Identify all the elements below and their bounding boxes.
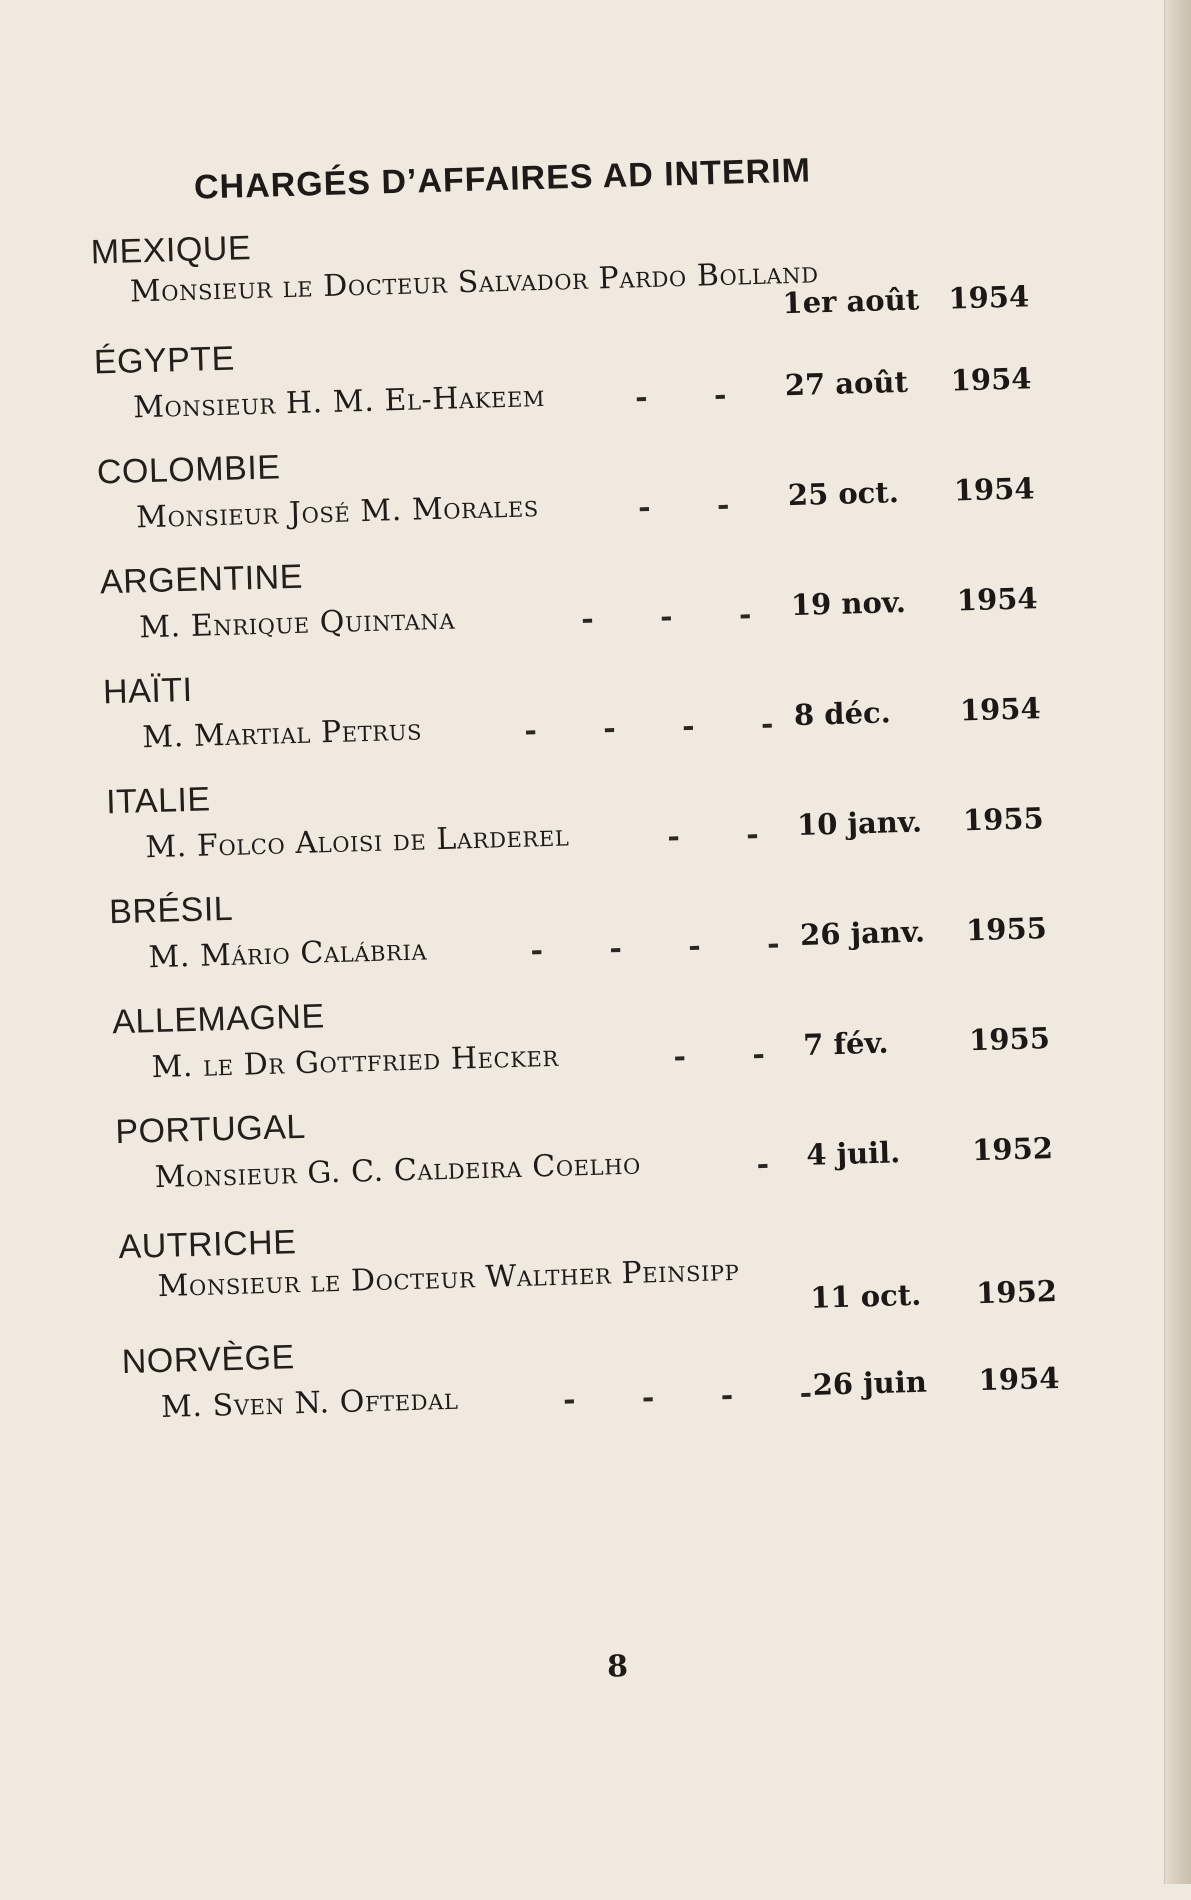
envoy-name: M. Martial Petrus	[141, 712, 423, 756]
leader-dashes: - -	[666, 816, 788, 855]
envoy-name: Monsieur le Docteur Walther Peinsipp	[157, 1252, 740, 1305]
envoy-name: M. Mário Calábria	[148, 932, 428, 976]
appointment-date: 27 août	[784, 364, 909, 403]
leader-dashes: - - - -	[523, 705, 802, 749]
appointment-year: 1954	[947, 279, 1030, 316]
entry-autriche	[118, 1202, 1058, 1338]
envoy-name: Monsieur G. C. Caldeira Coelho	[154, 1146, 642, 1196]
appointment-year: 1952	[971, 1131, 1054, 1168]
appointment-date: 26 janv.	[799, 914, 926, 952]
appointment-date: 7 fév.	[802, 1025, 889, 1062]
appointment-date: 26 juin	[812, 1364, 928, 1402]
country-name: PORTUGAL	[114, 1107, 307, 1152]
appointment-year: 1955	[962, 801, 1045, 838]
envoy-name: Monsieur José M. Morales	[135, 489, 540, 536]
appointment-date: 10 janv.	[796, 804, 923, 843]
appointment-year: 1954	[959, 691, 1042, 728]
appointment-year: 1954	[950, 361, 1032, 398]
envoy-name: Monsieur le Docteur Salvador Pardo Bolland	[129, 255, 820, 310]
envoy-name: M. Folco Aloisi de Larderel	[144, 818, 570, 866]
appointment-year: 1954	[953, 471, 1035, 508]
appointment-date: 8 déc.	[793, 695, 892, 733]
country-name: NORVÈGE	[121, 1338, 296, 1382]
appointment-date: 1er août	[782, 282, 920, 321]
country-name: BRÉSIL	[108, 889, 234, 932]
leader-dashes: - - - -	[530, 925, 809, 969]
leader-dashes: - -	[634, 377, 755, 416]
page-edge	[1164, 0, 1191, 1884]
envoy-name: M. Enrique Quintana	[138, 601, 456, 646]
appointment-date: 11 oct.	[809, 1277, 922, 1315]
leader-dashes: - - - -	[562, 1375, 841, 1418]
page-number: 8	[606, 1649, 629, 1685]
entry-norvege	[121, 1317, 1060, 1453]
appointment-year: 1952	[975, 1273, 1058, 1311]
appointment-year: 1955	[965, 911, 1048, 948]
leader-dashes: - -	[637, 487, 758, 526]
country-name: ITALIE	[105, 780, 212, 822]
appointment-year: 1954	[978, 1360, 1060, 1398]
country-name: COLOMBIE	[96, 448, 281, 492]
envoy-name: Monsieur H. M. El-Hakeem	[132, 378, 546, 426]
country-name: MEXIQUE	[90, 229, 252, 272]
appointment-year: 1955	[968, 1021, 1051, 1058]
country-name: ÉGYPTE	[93, 339, 236, 382]
appointment-date: 19 nov.	[790, 584, 907, 623]
country-name: ALLEMAGNE	[111, 997, 326, 1042]
appointment-year: 1954	[956, 581, 1039, 618]
leader-dashes: - -	[673, 1036, 794, 1075]
envoy-name: M. Sven N. Oftedal	[160, 1381, 459, 1426]
appointment-date: 4 juil.	[805, 1135, 901, 1172]
leader-dashes: - - -	[580, 596, 780, 637]
leader-dashes: -	[756, 1146, 798, 1183]
section-heading: CHARGÉS D’AFFAIRES AD INTERIM	[193, 151, 812, 207]
country-name: HAÏTI	[102, 670, 194, 712]
appointment-date: 25 oct.	[787, 475, 900, 513]
country-name: AUTRICHE	[118, 1223, 297, 1267]
country-name: ARGENTINE	[99, 557, 304, 602]
envoy-name: M. le Dr Gottfried Hecker	[151, 1038, 560, 1086]
